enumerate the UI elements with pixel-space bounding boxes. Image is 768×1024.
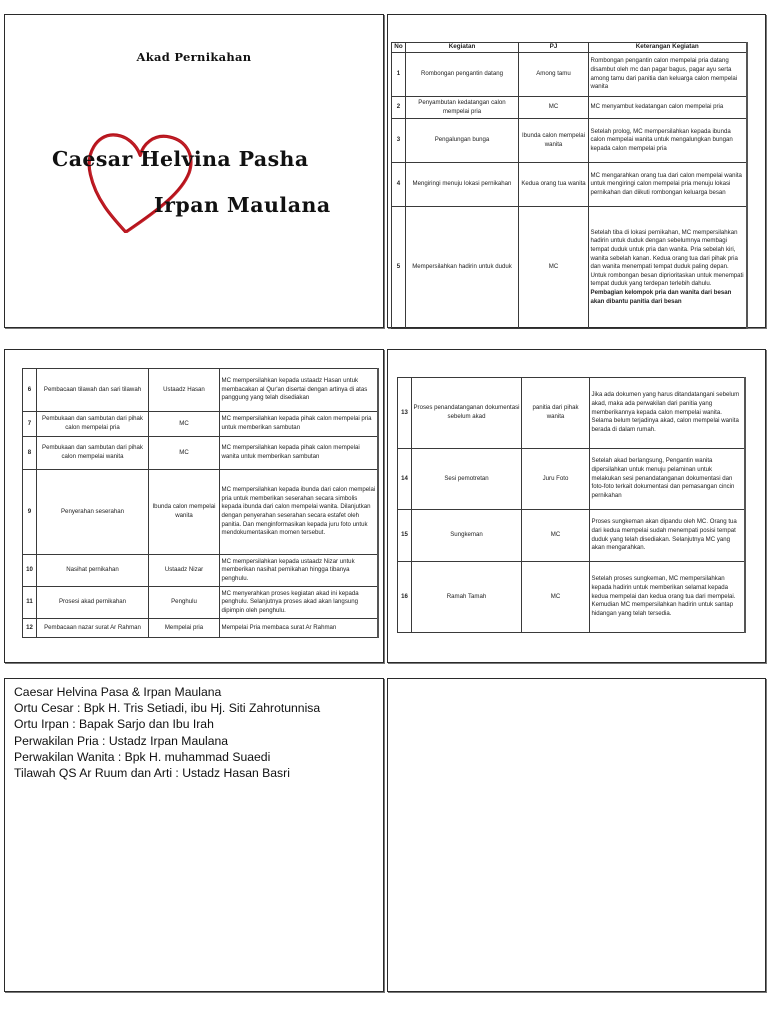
row-no: 1 xyxy=(392,53,406,97)
row-pj: MC xyxy=(149,412,220,437)
row-kegiatan: Pembukaan dan sambutan dari pihak calon mempelai wanita xyxy=(37,437,149,470)
row-kegiatan: Rombongan pengantin datang xyxy=(406,53,519,97)
row-kegiatan: Pembacaan nazar surat Ar Rahman xyxy=(37,619,149,638)
row-pj: Among tamu xyxy=(519,53,589,97)
row-keterangan: MC menyambut kedatangan calon mempelai pria xyxy=(589,97,747,119)
header-kegiatan: Kegiatan xyxy=(406,43,519,53)
page-rundown-3 xyxy=(387,349,766,663)
row-keterangan: MC menyerahkan proses kegiatan akad ini kepada penghulu. Selanjutnya proses akad akan langsung dipimpin oleh penghulu. xyxy=(220,587,378,619)
row-keterangan: Jika ada dokumen yang harus ditandatangani sebelum akad, maka ada perwakilan dari panitia yang memberikannya kepada calon mempelai wanita. Selama belum terjadinya akad, calon mempelai wanita berada di dalam rumah. xyxy=(590,378,745,449)
row-pj: MC xyxy=(522,510,590,562)
table-row xyxy=(23,555,378,587)
row-keterangan: MC mempersilahkan kepada ustaadz Hasan untuk membacakan al Qur'an disertai dengan artinya di atas panggung yang telah disediakan xyxy=(220,369,378,412)
row-keterangan: MC mengarahkan orang tua dari calon mempelai wanita untuk mengiringi calon mempelai pria menuju lokasi pernikahan dan diikuti rombongan keluarga besan xyxy=(589,163,747,207)
row-kegiatan: Nasihat pernikahan xyxy=(37,555,149,587)
rundown-table xyxy=(391,42,748,329)
row-no: 13 xyxy=(398,378,412,449)
table-row xyxy=(392,163,747,207)
row-pj: Mempelai pria xyxy=(149,619,220,638)
table-row xyxy=(392,53,747,97)
table-row xyxy=(23,412,378,437)
row-no: 11 xyxy=(23,587,37,619)
table-row xyxy=(23,369,378,412)
table-row xyxy=(392,119,747,163)
info-parents-bride: Ortu Cesar : Bpk H. Tris Setiadi, ibu Hj. Siti Zahrotunnisa xyxy=(14,701,321,716)
row-pj: Ibunda calon mempelai wanita xyxy=(519,119,589,163)
table-row xyxy=(398,562,745,633)
row-keterangan: Setelah proses sungkeman, MC mempersilahkan kepada hadirin untuk memberikan selamat kepada kedua mempelai dan kedua orang tua dari mempelai. Kemudian MC mempersilahkan hadirin untuk santap hidangan yang telah tersedia. xyxy=(590,562,745,633)
row-keterangan: Setelah akad berlangsung, Pengantin wanita dipersilahkan untuk menuju pelaminan untuk melakukan sesi penandatanganan dokumentasi dan foto-foto terkait dokumentasi dan pemasangan cincin pernikahan xyxy=(590,449,745,510)
header-pj: PJ xyxy=(519,43,589,53)
header-keterangan: Keterangan Kegiatan xyxy=(589,43,747,53)
row-keterangan: Rombongan pengantin calon mempelai pria datang disambut oleh mc dan pagar bagus, pagar ayu serta among tamu dari panitia dan keluarga calon mempelai wanita xyxy=(589,53,747,97)
row-no: 8 xyxy=(23,437,37,470)
row-pj: Ibunda calon mempelai wanita xyxy=(149,470,220,555)
table-row xyxy=(23,470,378,555)
row-keterangan: Mempelai Pria membaca surat Ar Rahman xyxy=(220,619,378,638)
row-no: 4 xyxy=(392,163,406,207)
page-rundown-2 xyxy=(4,349,384,663)
rundown-table xyxy=(22,368,379,638)
row-keterangan: MC mempersilahkan kepada pihak calon mempelai pria untuk memberikan sambutan xyxy=(220,412,378,437)
row-kegiatan: Sungkeman xyxy=(412,510,522,562)
table-row xyxy=(392,207,747,329)
row-kegiatan: Proses penandatanganan dokumentasi sebelum akad xyxy=(412,378,522,449)
row-pj: Penghulu xyxy=(149,587,220,619)
row-pj: panitia dari pihak wanita xyxy=(522,378,590,449)
row-keterangan: MC mempersilahkan kepada ibunda dari calon mempelai pria untuk memberikan seserahan secara simbolis kepada ibunda dari calon mempelai wanita. Dilanjutkan dengan penyerahan seserahan secara estafet oleh panitia. Dan menginformasikan kepada juru foto untuk mendokumentasikan momen tersebut. xyxy=(220,470,378,555)
info-groom-representative: Perwakilan Pria : Ustadz Irpan Maulana xyxy=(14,733,229,748)
info-bride-representative: Perwakilan Wanita : Bpk H. muhammad Suaedi xyxy=(14,749,271,764)
info-tilawah: Tilawah QS Ar Ruum dan Arti : Ustadz Hasan Basri xyxy=(14,766,290,781)
table-row xyxy=(398,449,745,510)
page-info xyxy=(4,678,384,992)
row-keterangan: MC mempersilahkan kepada ustaadz Nizar untuk memberikan nasihat pernikahan hingga tibanya penghulu. xyxy=(220,555,378,587)
row-no: 7 xyxy=(23,412,37,437)
row-pj: Ustaadz Nizar xyxy=(149,555,220,587)
row-pj: MC xyxy=(149,437,220,470)
bride-name: Caesar Helvina Pasha xyxy=(52,147,309,171)
row-kegiatan: Penyambutan kedatangan calon mempelai pria xyxy=(406,97,519,119)
row-keterangan: MC mempersilahkan kepada pihak calon mempelai wanita untuk memberikan sambutan xyxy=(220,437,378,470)
row-no: 2 xyxy=(392,97,406,119)
row-kegiatan: Prosesi akad pernikahan xyxy=(37,587,149,619)
row-kegiatan: Mengiringi menuju lokasi pernikahan xyxy=(406,163,519,207)
table-row xyxy=(23,587,378,619)
info-list xyxy=(14,684,320,781)
cover-title: Akad Pernikahan xyxy=(136,50,252,64)
row-no: 3 xyxy=(392,119,406,163)
table-row xyxy=(23,437,378,470)
page-cover xyxy=(4,14,384,328)
row-pj: Ustaadz Hasan xyxy=(149,369,220,412)
row-pj: Kedua orang tua wanita xyxy=(519,163,589,207)
groom-name: Irpan Maulana xyxy=(154,193,331,217)
row-kegiatan: Sesi pemotretan xyxy=(412,449,522,510)
row-keterangan: Setelah prolog, MC mempersilahkan kepada ibunda calon mempelai wanita untuk mengalungkan bungan kepada calon mempelai pria xyxy=(589,119,747,163)
row-keterangan-bold: Pembagian kelompok pria dan wanita dari besan akan dibantu panitia dari besan xyxy=(590,289,732,305)
row-pj: Juru Foto xyxy=(522,449,590,510)
row-kegiatan: Ramah Tamah xyxy=(412,562,522,633)
row-keterangan xyxy=(589,207,747,329)
row-keterangan-text: Setelah tiba di lokasi pernikahan, MC mempersilahkan hadirin untuk duduk dengan sebelumnya membagi tempat duduk untuk pria dan wanita. Pria sebelah kiri, wanita sebelah kanan. Kedua orang tua dari pihak pria dan wanita menempati tempat duduk paling depan. Untuk rombongan besan diprioritaskan untuk menempati tempat duduk yang terdepan terlebih dahulu. xyxy=(590,228,744,288)
table-row xyxy=(398,378,745,449)
row-no: 16 xyxy=(398,562,412,633)
table-row xyxy=(23,619,378,638)
row-pj: MC xyxy=(522,562,590,633)
row-pj: MC xyxy=(519,97,589,119)
row-no: 6 xyxy=(23,369,37,412)
row-no: 15 xyxy=(398,510,412,562)
table-row xyxy=(398,510,745,562)
row-kegiatan: Pembacaan tilawah dan sari tilawah xyxy=(37,369,149,412)
table-header-row xyxy=(392,43,747,53)
info-parents-groom: Ortu Irpan : Bapak Sarjo dan Ibu Irah xyxy=(14,717,214,732)
row-no: 12 xyxy=(23,619,37,638)
table-row xyxy=(392,97,747,119)
info-couple: Caesar Helvina Pasa & Irpan Maulana xyxy=(14,685,222,699)
row-no: 9 xyxy=(23,470,37,555)
row-kegiatan: Pengalungan bunga xyxy=(406,119,519,163)
rundown-table xyxy=(397,377,746,633)
row-kegiatan: Mempersilahkan hadirin untuk duduk xyxy=(406,207,519,329)
header-no: No xyxy=(392,43,406,53)
row-no: 14 xyxy=(398,449,412,510)
row-no: 5 xyxy=(392,207,406,329)
row-pj: MC xyxy=(519,207,589,329)
page-blank xyxy=(387,678,766,992)
row-no: 10 xyxy=(23,555,37,587)
row-kegiatan: Penyerahan seserahan xyxy=(37,470,149,555)
row-kegiatan: Pembukaan dan sambutan dari pihak calon mempelai pria xyxy=(37,412,149,437)
row-keterangan: Proses sungkeman akan dipandu oleh MC. Orang tua dari kedua mempelai sudah menempati posisi tempat duduk yang telah disediakan. Selanjutnya MC yang akan mengarahkan. xyxy=(590,510,745,562)
page-rundown-1 xyxy=(387,14,766,328)
